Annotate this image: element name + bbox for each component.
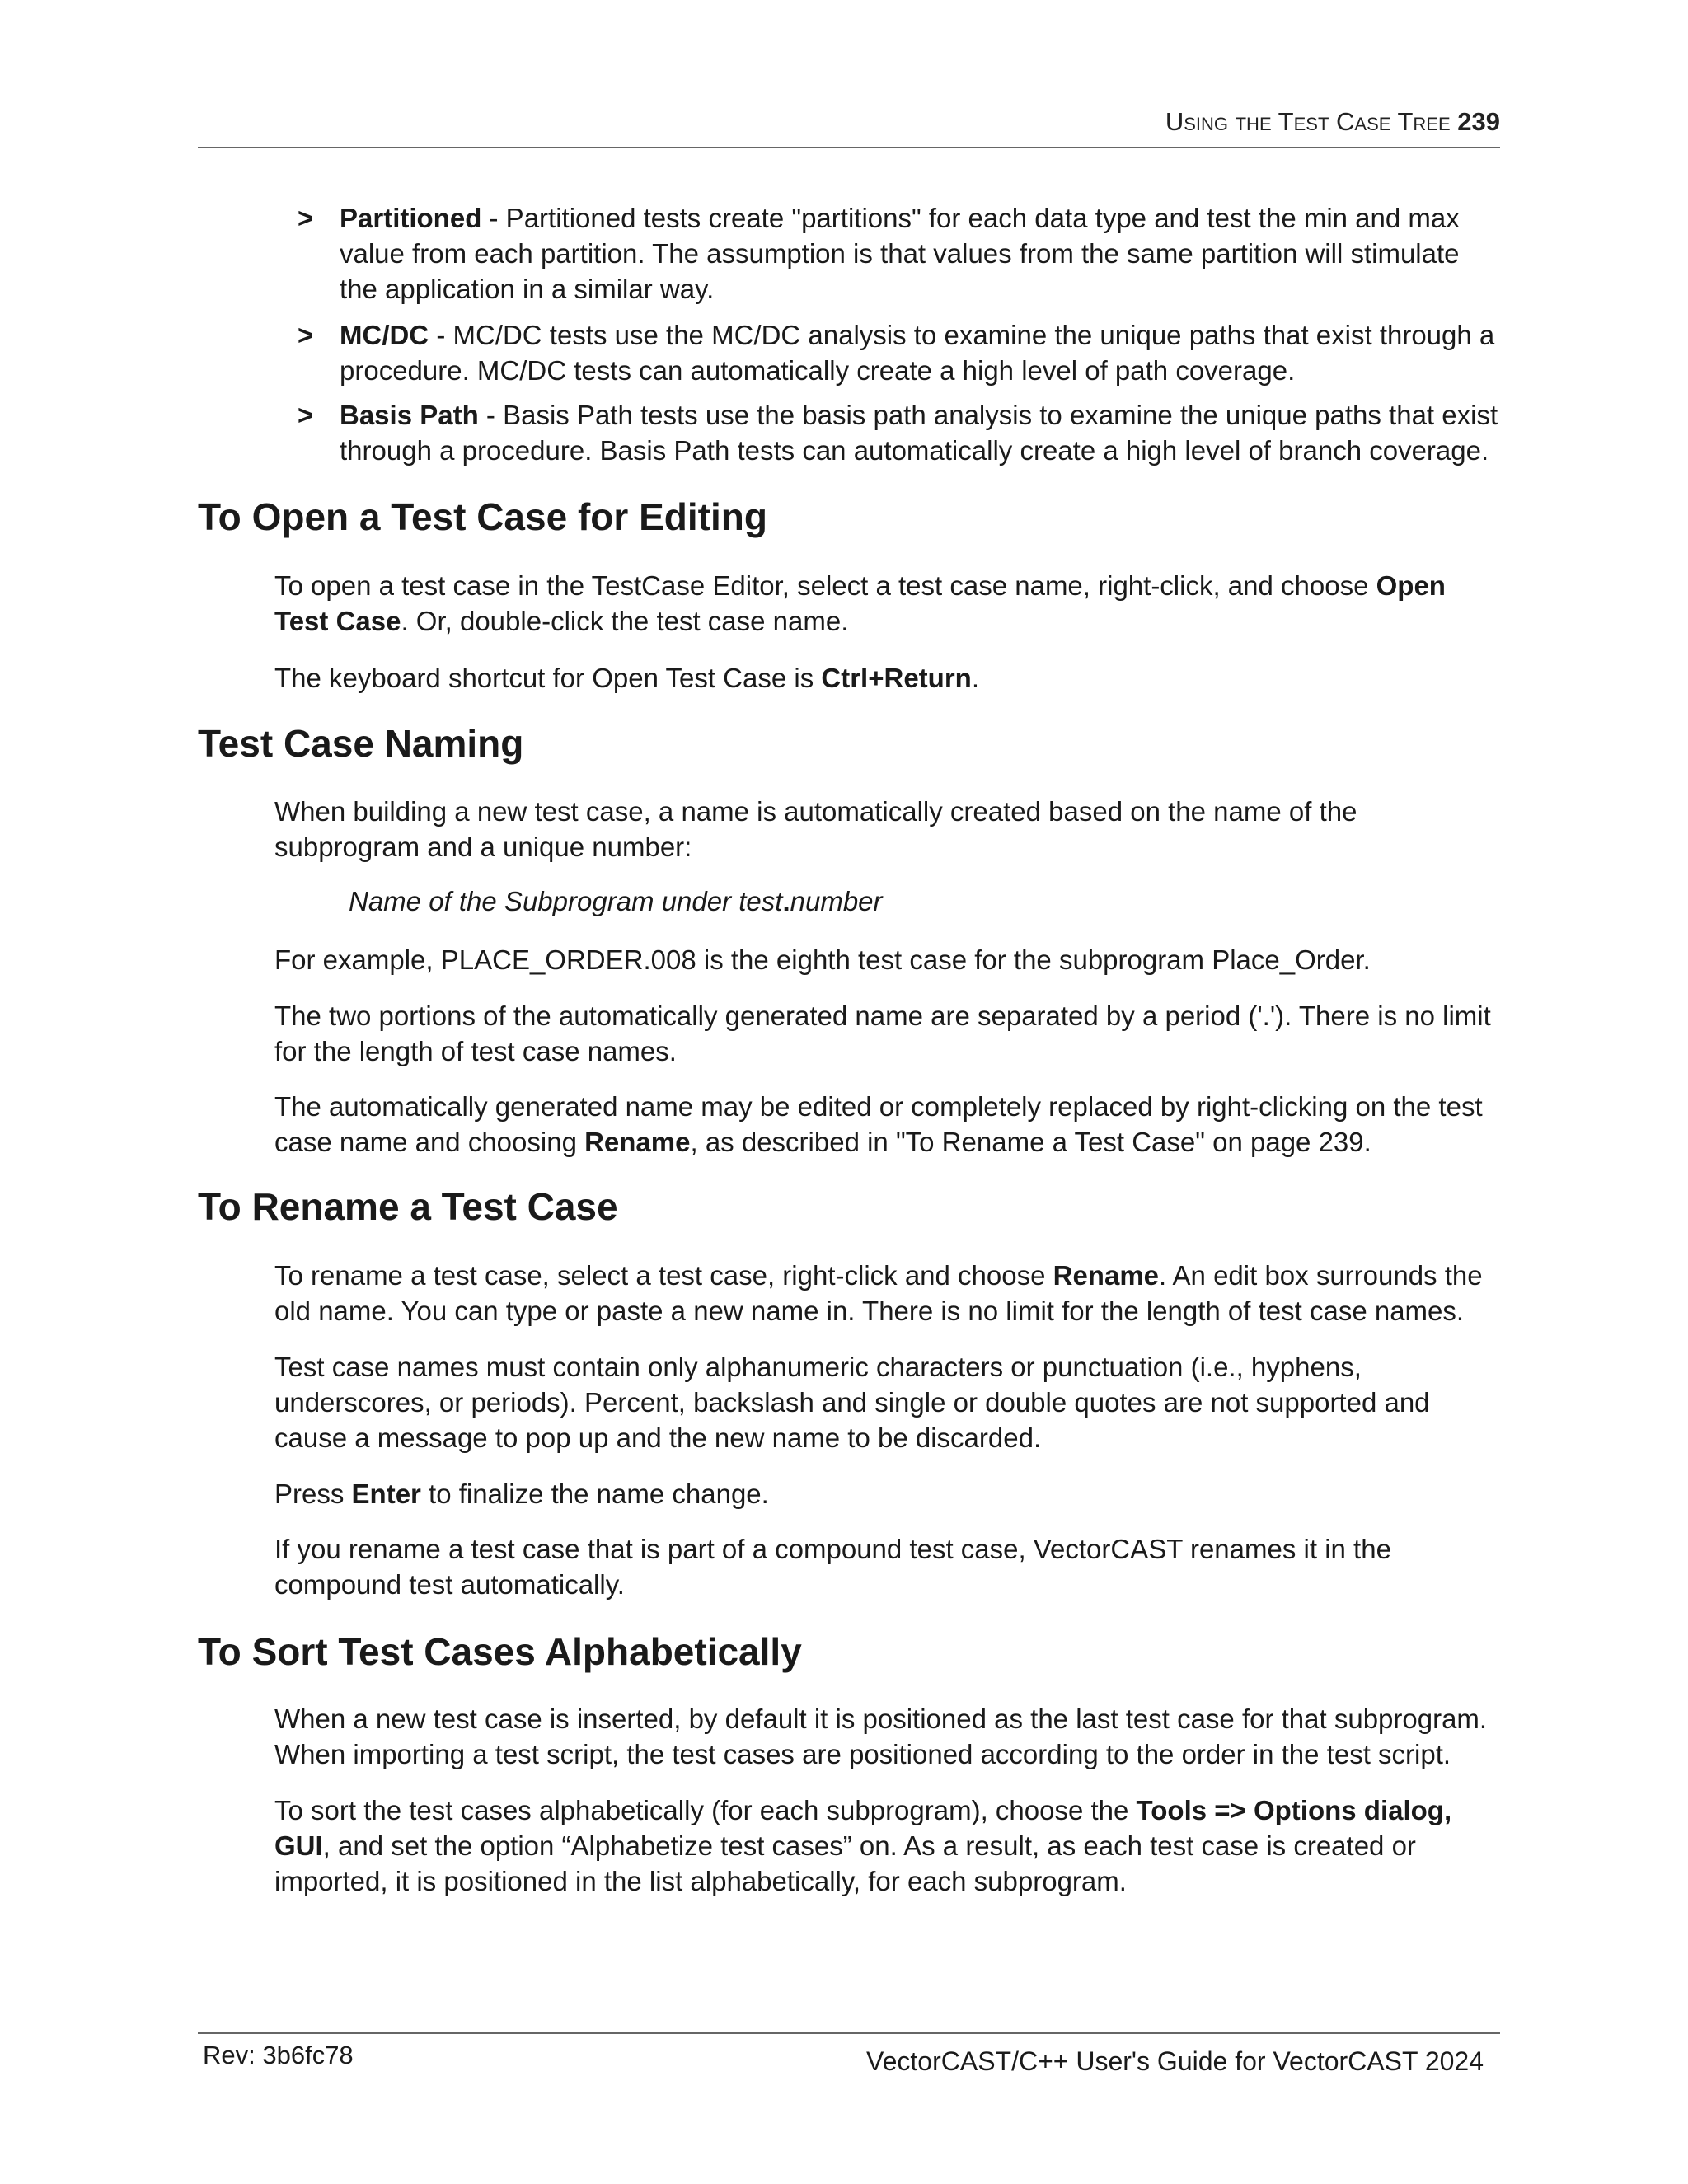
bullet-mcdc	[299, 317, 1503, 388]
paragraph: The two portions of the automatically generated name are separated by a period ('.'). There is no limit for the length of test case names.	[274, 1001, 1491, 1066]
footer-guide-title: VectorCAST/C++ User's Guide for VectorCAST 2024	[866, 2046, 1484, 2076]
heading-test-case-naming: Test Case Naming	[198, 722, 524, 765]
bullet-partitioned	[299, 200, 1503, 307]
bullet-text: - Partitioned tests create "partitions" for each data type and test the min and max value from each partition. The assumption is that values from the same partition will stimulate the application in a similar way.	[340, 203, 1460, 304]
paragraph: If you rename a test case that is part of a compound test case, VectorCAST renames it in the compound test automatically.	[274, 1534, 1391, 1600]
header-title: Using the Test Case Tree	[1165, 107, 1451, 136]
bullet-term: MC/DC	[340, 320, 429, 350]
naming-formula: Name of the Subprogram under test.number	[349, 886, 883, 916]
heading-sort-alphabetically: To Sort Test Cases Alphabetically	[198, 1630, 802, 1673]
paragraph: To sort the test cases alphabetically (for each subprogram), choose the Tools => Options dialog, GUI, and set the option “Alphabetize test cases” on. As a result, as each test case is created or imported, it is positioned in the list alphabetically, for each subprogram.	[274, 1795, 1452, 1896]
paragraph: Test case names must contain only alphanumeric characters or punctuation (i.e., hyphens, underscores, or periods). Percent, backslash and single or double quotes are not supported and cause a message to pop up and the new name to be discarded.	[274, 1352, 1430, 1453]
paragraph: The automatically generated name may be edited or completely replaced by right-clicking on the test case name and choosing Rename, as described in "To Rename a Test Case" on page 239.	[274, 1091, 1483, 1157]
heading-open-test-case: To Open a Test Case for Editing	[198, 495, 767, 538]
bullet-text: - MC/DC tests use the MC/DC analysis to examine the unique paths that exist through a procedure. MC/DC tests can automatically create a high level of path coverage.	[340, 320, 1495, 386]
footer-revision: Rev: 3b6fc78	[203, 2041, 354, 2069]
heading-rename-test-case: To Rename a Test Case	[198, 1185, 618, 1228]
footer-rule	[198, 2032, 1500, 2034]
bullet-arrow: >	[298, 203, 314, 233]
paragraph: Press Enter to finalize the name change.	[274, 1479, 769, 1509]
bullet-text: - Basis Path tests use the basis path analysis to examine the unique paths that exist through a procedure. Basis Path tests can automatically create a high level of branch coverage.	[340, 400, 1498, 466]
bullet-term: Basis Path	[340, 400, 479, 430]
bullet-arrow: >	[298, 400, 314, 430]
paragraph: To open a test case in the TestCase Editor, select a test case name, right-click, and choose Open Test Case. Or, double-click the test case name.	[274, 570, 1446, 636]
paragraph: For example, PLACE_ORDER.008 is the eighth test case for the subprogram Place_Order.	[274, 944, 1371, 975]
bullet-term: Partitioned	[340, 203, 482, 233]
bullet-arrow: >	[298, 320, 314, 350]
header-page-number: 239	[1457, 107, 1500, 136]
running-header	[198, 107, 1500, 137]
paragraph: When building a new test case, a name is automatically created based on the name of the subprogram and a unique number:	[274, 796, 1357, 862]
bullet-basis-path	[299, 397, 1503, 468]
paragraph: To rename a test case, select a test case, right-click and choose Rename. An edit box surrounds the old name. You can type or paste a new name in. There is no limit for the length of test case names.	[274, 1260, 1483, 1326]
header-rule	[198, 147, 1500, 148]
paragraph: The keyboard shortcut for Open Test Case is Ctrl+Return.	[274, 663, 979, 693]
paragraph: When a new test case is inserted, by default it is positioned as the last test case for that subprogram. When importing a test script, the test cases are positioned according to the order in the test script.	[274, 1704, 1488, 1769]
